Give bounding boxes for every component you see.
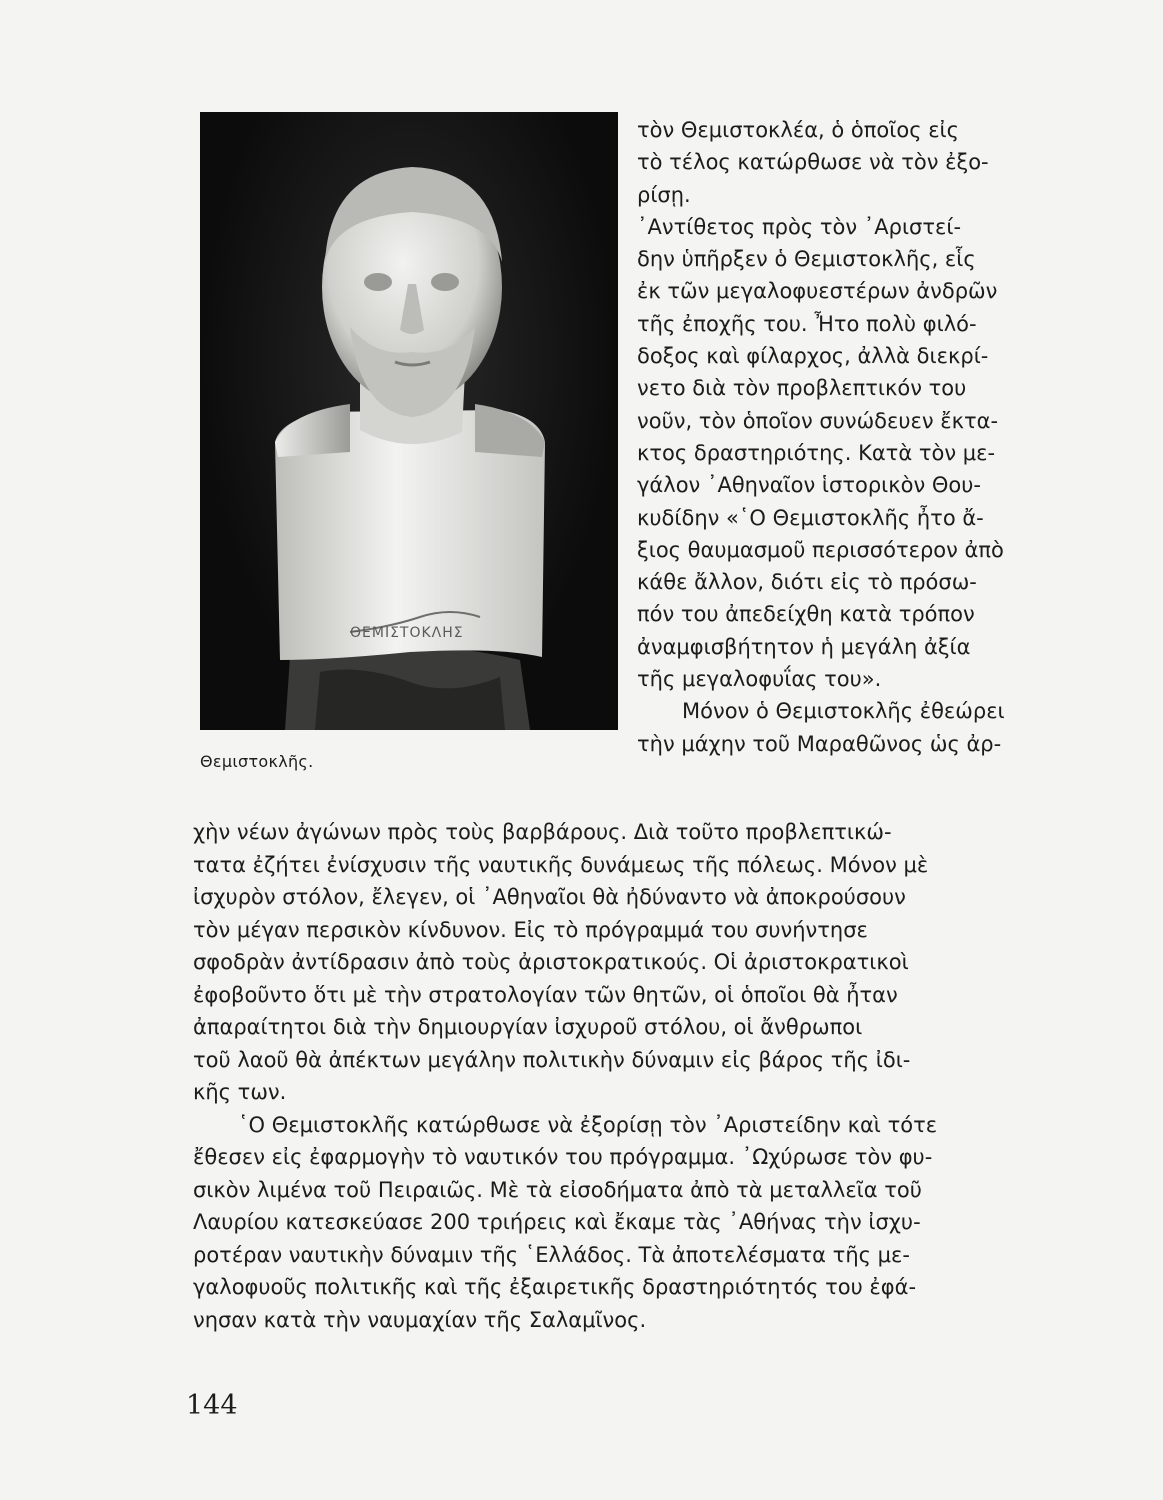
text-line: ἰσχυρὸν στόλον, ἔλεγεν, οἱ ᾿Αθηναῖοι θὰ ἠδύναντο νὰ ἀποκρούσουν	[193, 885, 906, 909]
text-line: ἐκ τῶν μεγαλοφυεστέρων ἀνδρῶν	[637, 279, 998, 304]
text-line: ξιος θαυμασμοῦ περισσότερον ἀπὸ	[637, 537, 1004, 562]
bust-inscription: ΘΕΜΙΣΤΟΚΛΗΣ	[350, 625, 464, 641]
text-line: τῆς ἐποχῆς του. Ἦτο πολὺ φιλό-	[637, 311, 977, 336]
text-line: χὴν νέων ἀγώνων πρὸς τοὺς βαρβάρους. Διὰ τοῦτο προβλεπτικώ-	[193, 820, 892, 844]
text-line: ρίσῃ.	[637, 182, 691, 207]
text-line: νετο διὰ τὸν προβλεπτικόν του	[637, 376, 967, 401]
text-line: ἔθεσεν εἰς ἐφαρμογὴν τὸ ναυτικόν του πρόγραμμα. ᾿Ωχύρωσε τὸν φυ-	[193, 1145, 933, 1169]
text-line: νοῦν, τὸν ὁποῖον συνώδευεν ἔκτα-	[637, 408, 999, 433]
text-line: τῆς μεγαλοφυΐας του».	[637, 667, 882, 692]
text-line: τὸν Θεμιστοκλέα, ὁ ὁποῖος εἰς	[637, 118, 959, 142]
themistocles-bust-photo	[200, 112, 618, 730]
text-line: κυδίδην «῾Ο Θεμιστοκλῆς ἦτο ἄ-	[637, 505, 984, 530]
text-line: ἀπαραίτητοι διὰ τὴν δημιουργίαν ἰσχυροῦ στόλου, οἱ ἄνθρωποι	[193, 1015, 863, 1039]
text-line: δην ὑπῆρξεν ὁ Θεμιστοκλῆς, εἷς	[637, 247, 976, 272]
figure-caption: Θεμιστοκλῆς.	[200, 752, 314, 771]
text-line: δοξος καὶ φίλαρχος, ἀλλὰ διεκρί-	[637, 344, 989, 369]
text-line: τὸ τέλος κατώρθωσε νὰ τὸν ἐξο-	[637, 150, 989, 175]
text-line: νησαν κατὰ τὴν ναυμαχίαν τῆς Σαλαμῖνος.	[193, 1307, 647, 1332]
text-line: Μόνον ὁ Θεμιστοκλῆς ἐθεώρει	[682, 699, 1005, 724]
text-line: τὴν μάχην τοῦ Μαραθῶνος ὡς ἀρ-	[637, 731, 1002, 756]
text-line: γαλοφυοῦς πολιτικῆς καὶ τῆς ἐξαιρετικῆς δραστηριότητός του ἐφά-	[193, 1275, 917, 1299]
text-line: ἀναμφισβήτητον ἡ μεγάλη ἀξία	[637, 634, 971, 659]
text-line: ᾿Αντίθετος πρὸς τὸν ᾿Αριστεί-	[637, 214, 962, 239]
text-line: τατα ἐζήτει ἐνίσχυσιν τῆς ναυτικῆς δυνάμεως τῆς πόλεως. Μόνον μὲ	[193, 852, 929, 877]
text-line: τὸν μέγαν περσικὸν κίνδυνον. Εἰς τὸ πρόγραμμά του συνήντησε	[193, 917, 868, 942]
text-line: ροτέραν ναυτικὴν δύναμιν τῆς ῾Ελλάδος. Τὰ ἀποτελέσματα τῆς με-	[193, 1242, 910, 1267]
text-line: πόν του ἀπεδείχθη κατὰ τρόπον	[637, 602, 975, 627]
text-line: Λαυρίου κατεσκεύασε 200 τριήρεις καὶ ἔκαμε τὰς ᾿Αθήνας τὴν ἰσχυ-	[193, 1210, 921, 1234]
page-number: 144	[186, 1390, 238, 1421]
bust-illustration	[200, 112, 618, 730]
text-line: γάλον ᾿Αθηναῖον ἱστορικὸν Θου-	[637, 473, 981, 498]
text-line: σφοδρὰν ἀντίδρασιν ἀπὸ τοὺς ἀριστοκρατικούς. Οἱ ἀριστοκρατικοὶ	[193, 950, 909, 974]
text-line: ἐφοβοῦντο ὅτι μὲ τὴν στρατολογίαν τῶν θητῶν, οἱ ὁποῖοι θὰ ἦταν	[193, 982, 898, 1007]
text-line: κάθε ἄλλον, διότι εἰς τὸ πρόσω-	[637, 570, 977, 595]
text-line: κῆς των.	[193, 1080, 287, 1104]
body-text	[193, 816, 1046, 1336]
text-line: ῾Ο Θεμιστοκλῆς κατώρθωσε νὰ ἐξορίσῃ τὸν ᾿Αριστείδην καὶ τότε	[238, 1112, 938, 1137]
text-line: σικὸν λιμένα τοῦ Πειραιῶς. Μὲ τὰ εἰσοδήματα ἀπὸ τὰ μεταλλεῖα τοῦ	[193, 1177, 922, 1202]
side-column-text	[637, 114, 1049, 760]
text-line: κτος δραστηριότης. Κατὰ τὸν με-	[637, 440, 996, 465]
text-line: τοῦ λαοῦ θὰ ἀπέκτων μεγάλην πολιτικὴν δύναμιν εἰς βάρος τῆς ἰδι-	[193, 1047, 911, 1072]
